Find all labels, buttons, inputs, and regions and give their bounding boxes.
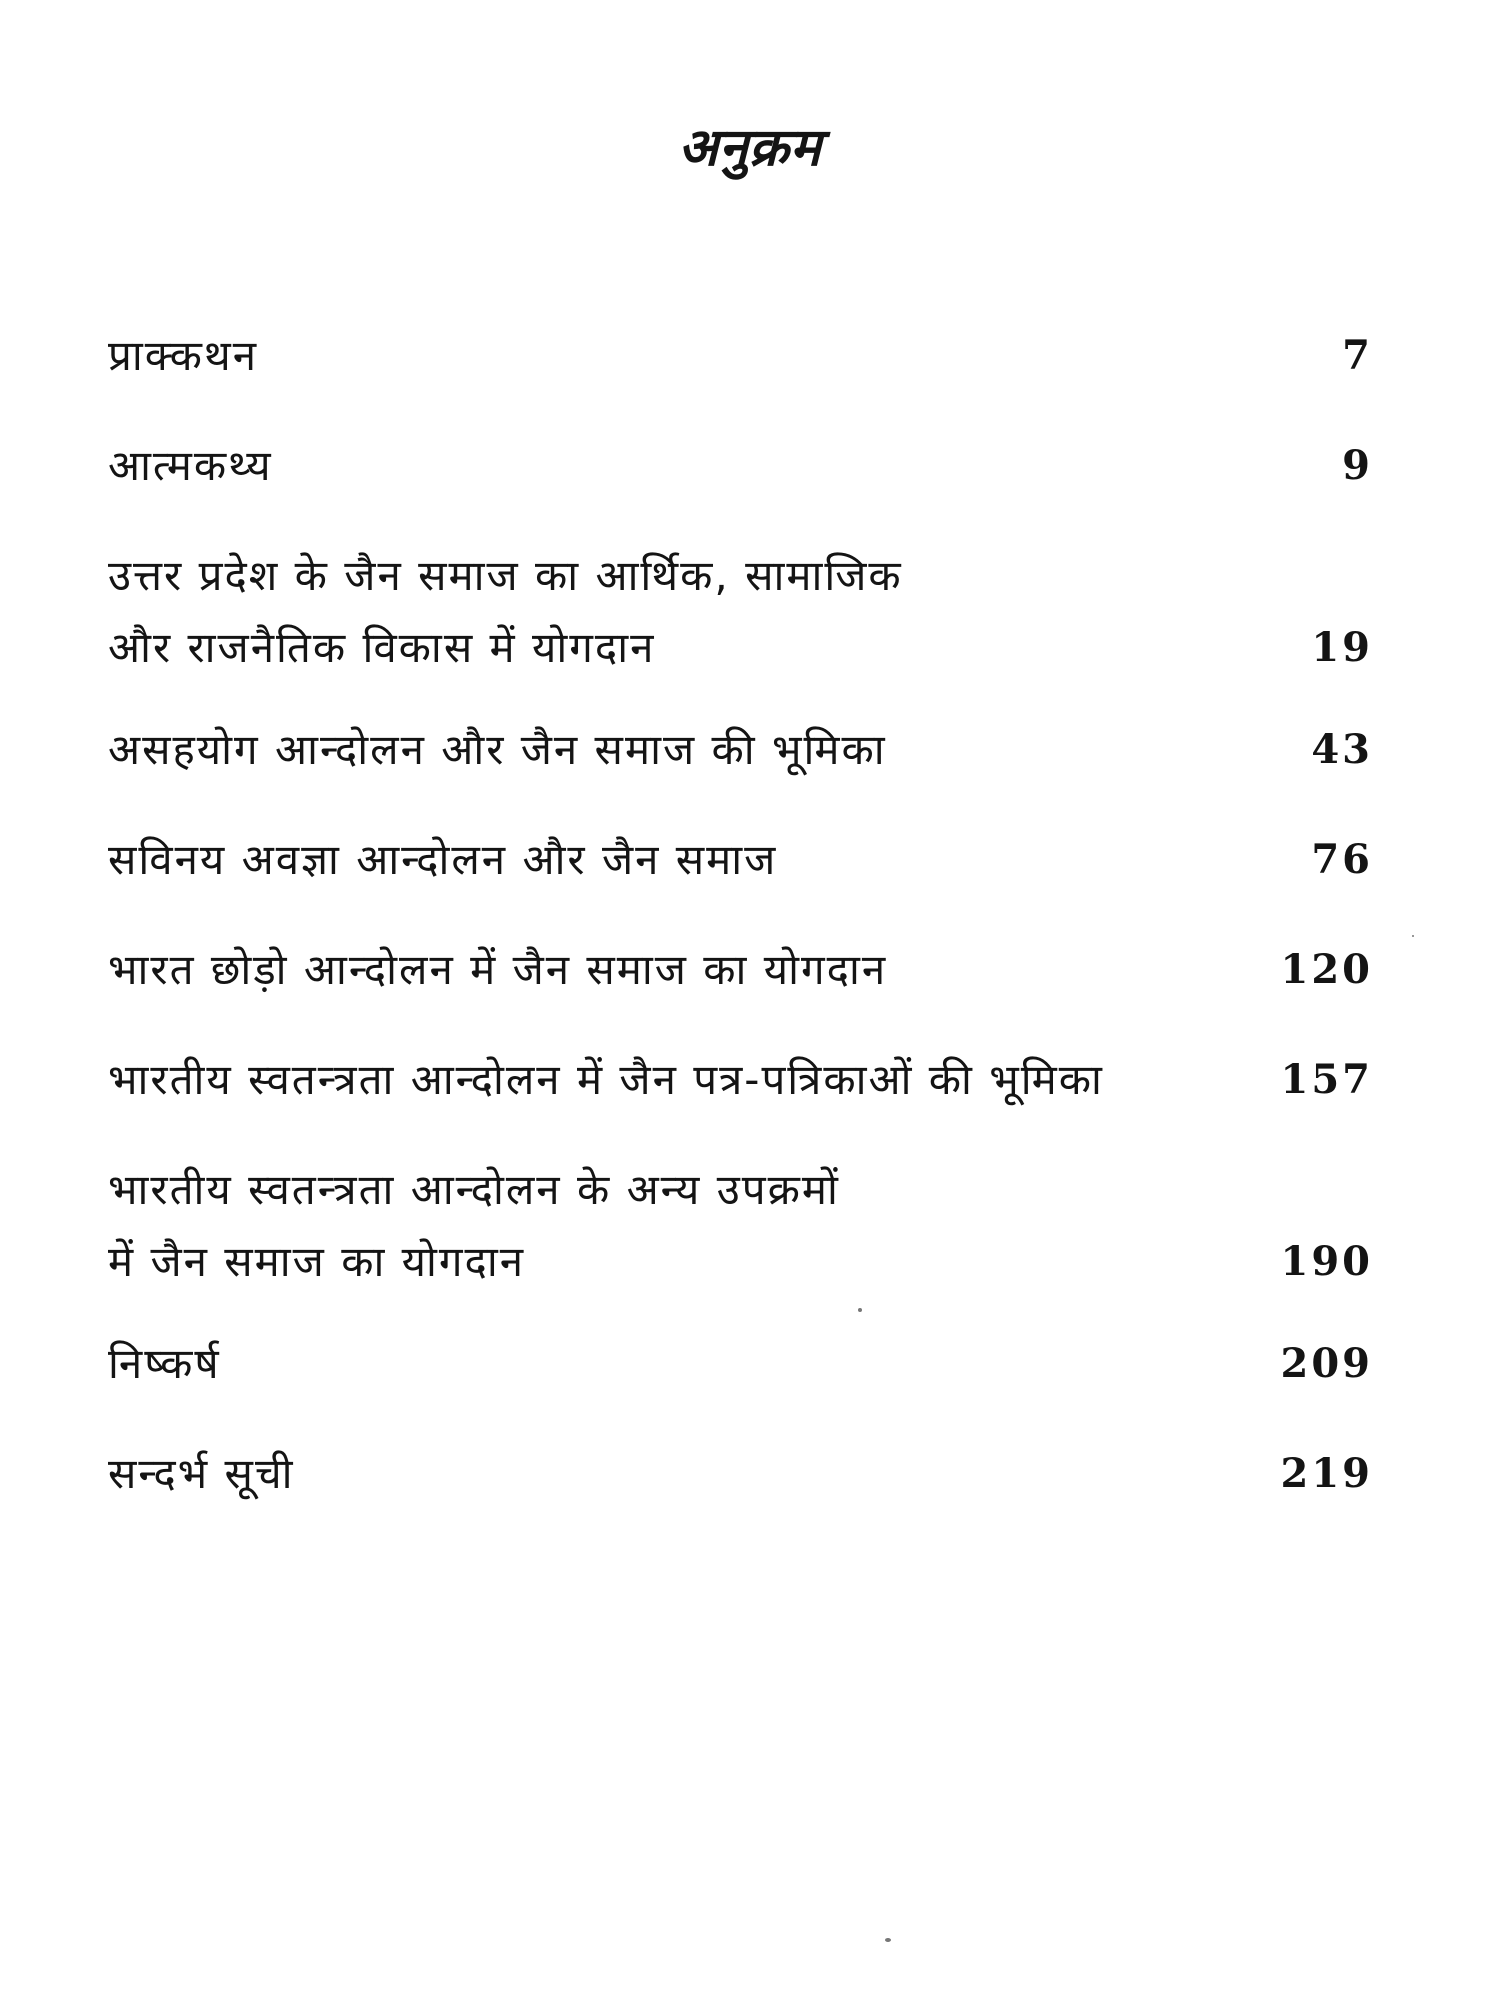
toc-entry [108, 320, 1373, 392]
toc-entry-page: 120 [1280, 946, 1373, 993]
toc-entry-label: आत्मकथ्य [108, 441, 273, 490]
toc-entry-label: सविनय अवज्ञा आन्दोलन और जैन समाज [108, 835, 778, 884]
toc-entry [108, 824, 1373, 896]
print-speck [885, 1938, 891, 1942]
page-title: अनुक्रम [678, 118, 822, 178]
toc-entry-label: भारत छोड़ो आन्दोलन में जैन समाज का योगदान [108, 945, 888, 994]
print-speck [1412, 935, 1414, 937]
toc-entry-page: 9 [1342, 442, 1373, 489]
toc-entry [108, 430, 1373, 502]
toc-entry [108, 934, 1373, 1006]
toc-entry-label: निष्कर्ष [108, 1339, 221, 1388]
toc-entry-page: 7 [1342, 332, 1373, 379]
toc-entry-label: भारतीय स्वतन्त्रता आन्दोलन के अन्य उपक्रमों में जैन समाज का योगदान [108, 1165, 840, 1286]
toc-entry [108, 1328, 1373, 1400]
table-of-contents [108, 320, 1373, 1548]
toc-entry-page: 19 [1311, 624, 1373, 671]
toc-entry-page: 190 [1280, 1238, 1373, 1285]
toc-entry [108, 714, 1373, 786]
toc-entry [108, 1438, 1373, 1510]
toc-entry [108, 1044, 1373, 1116]
toc-entry-page: 219 [1280, 1450, 1373, 1497]
toc-entry-label: प्राक्कथन [108, 331, 259, 380]
print-speck [858, 1308, 862, 1312]
toc-entry-label: उत्तर प्रदेश के जैन समाज का आर्थिक, सामाजिक और राजनैतिक विकास में योगदान [108, 551, 903, 672]
toc-entry [108, 1154, 1373, 1298]
toc-entry-page: 157 [1280, 1056, 1373, 1103]
toc-entry-page: 76 [1311, 836, 1373, 883]
toc-entry-label: असहयोग आन्दोलन और जैन समाज की भूमिका [108, 725, 887, 774]
toc-entry [108, 540, 1373, 684]
toc-entry-label: भारतीय स्वतन्त्रता आन्दोलन में जैन पत्र-पत्रिकाओं की भूमिका [108, 1055, 1104, 1104]
toc-entry-page: 209 [1280, 1340, 1373, 1387]
toc-entry-page: 43 [1311, 726, 1373, 773]
toc-entry-label: सन्दर्भ सूची [108, 1449, 295, 1498]
